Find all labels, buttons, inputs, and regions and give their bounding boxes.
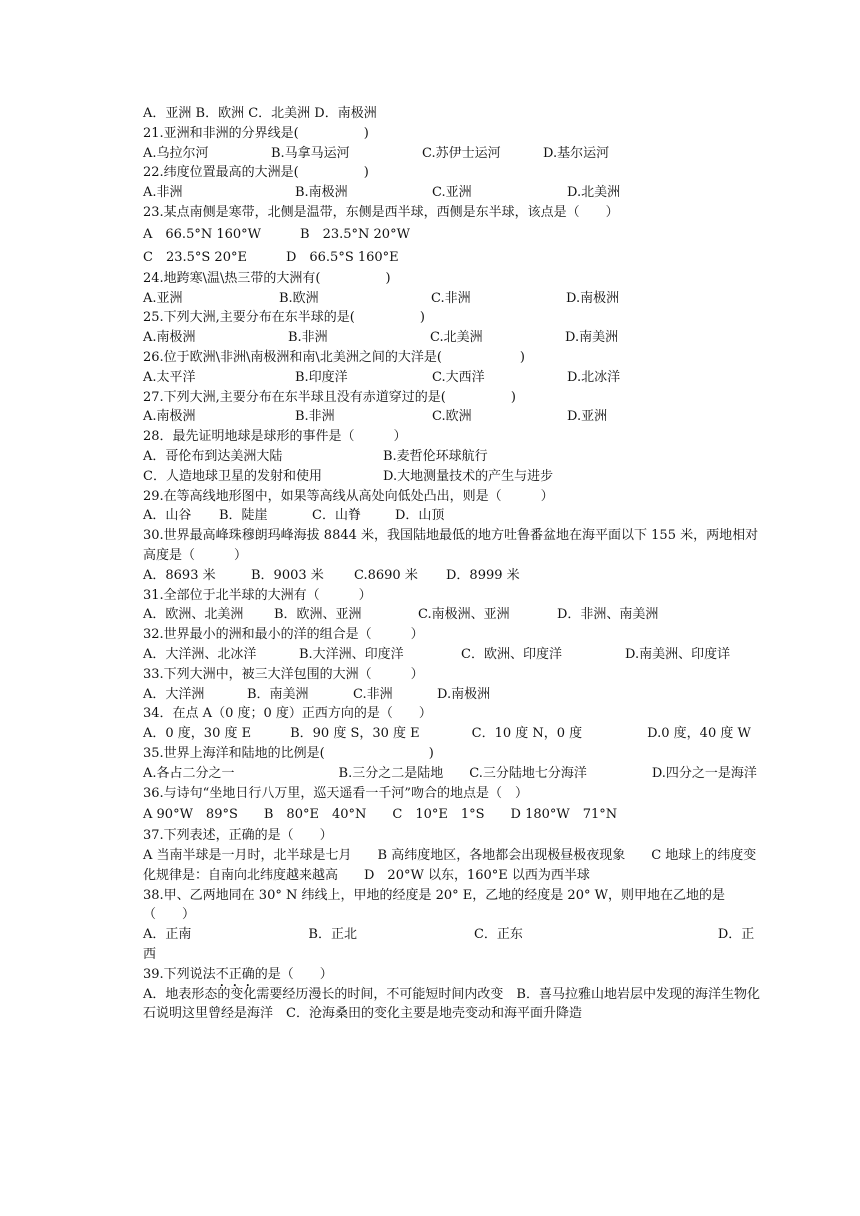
q38-options: A．正南 B．正北 C．正东 D．正西 — [143, 927, 755, 963]
exam-page — [143, 104, 765, 1024]
option-b: B．陡崖 — [219, 508, 268, 524]
option-a: A．大洋洲、北冰洋 — [143, 646, 257, 662]
option-a: A.太平洋 — [143, 369, 196, 385]
q28-options-ab — [143, 447, 765, 467]
question-23: 23.某点南侧是寒带，北侧是温带，东侧是西半球，西侧是东半球，该点是（ ） — [143, 204, 619, 220]
q36-options: A 90°W 89°S B 80°E 40°N C 10°E 1°S D 180°W 71°N — [143, 807, 618, 823]
option-b: B.麦哲伦环球航行 — [383, 448, 488, 464]
q37-options: A 当南半球是一月时，北半球是七月 B 高纬度地区，各地都会出现极昼极夜现象 C 地球上的纬度变化规律是：自南向北纬度越来越高 D 20°W 以东，160°E 以西为西半球 — [143, 848, 757, 883]
option-d: D．非洲、南美洲 — [557, 607, 659, 623]
option-d: D.大地测量技术的产生与进步 — [383, 468, 554, 484]
option-c: C.大西洋 — [432, 369, 485, 385]
q34-options: A．0 度，30 度 E B．90 度 S，30 度 E C．10 度 N，0 度 D.0 度，40 度 W — [143, 726, 751, 742]
question-25: 25.下列大洲,主要分布在东半球的是( ) — [143, 310, 425, 326]
option-c: C.北美洲 — [430, 330, 483, 346]
option-a: A.非洲 — [143, 185, 183, 201]
question-29: 29.在等高线地形图中，如果等高线从高处向低处凸出，则是（ ） — [143, 488, 554, 504]
q20-options: A．亚洲 B．欧洲 C．北美洲 D．南极洲 — [143, 106, 377, 121]
option-b: B．南美洲 — [247, 686, 309, 702]
option-b: B．9003 米 — [251, 567, 324, 583]
option-a: A.亚洲 — [143, 290, 183, 306]
option-c: C．山脊 — [312, 508, 361, 524]
option-c: C.苏伊士运河 — [422, 145, 501, 161]
option-c: C.非洲 — [353, 686, 393, 702]
option-a: A.南极洲 — [143, 330, 196, 346]
question-31: 31.全部位于北半球的大洲有（ ） — [143, 587, 372, 603]
option-c: C.亚洲 — [432, 185, 472, 201]
option-c: C.欧洲 — [432, 409, 472, 425]
question-36: 36.与诗句“坐地日行八万里，巡天遥看一千河”吻合的地点是（ ） — [143, 785, 528, 801]
q32-options — [143, 645, 765, 665]
q28-options-cd — [143, 467, 765, 487]
q26-options — [143, 368, 765, 388]
q24-options — [143, 289, 765, 309]
option-d: D．8999 米 — [446, 567, 520, 583]
option-b: B.欧洲 — [279, 290, 319, 306]
q31-options — [143, 605, 765, 625]
option-a: A．大洋洲 — [143, 686, 205, 702]
question-35: 35.世界上海洋和陆地的比例是( ) — [143, 745, 434, 761]
option-c: C.8690 米 — [354, 567, 418, 583]
option-d: D.南美洲 — [565, 330, 619, 346]
question-21: 21.亚洲和非洲的分界线是( ) — [143, 125, 369, 141]
option-c: C.非洲 — [431, 290, 471, 306]
option-a: A．哥伦布到达美洲大陆 — [143, 448, 283, 464]
option-b: B.大洋洲、印度洋 — [299, 646, 404, 662]
question-26: 26.位于欧洲\非洲\南极洲和南\北美洲之间的大洋是( ) — [143, 349, 525, 365]
option-a: A．山谷 — [143, 508, 192, 524]
option-b: B.马拿马运河 — [271, 145, 350, 161]
option-d: D.基尔运河 — [543, 145, 610, 161]
question-37: 37.下列表述，正确的是（ ） — [143, 828, 333, 844]
option-d: D．山顶 — [395, 508, 445, 524]
q25-options — [143, 328, 765, 348]
option-d: D.北冰洋 — [567, 369, 621, 385]
q39-prefix: 39.下列说法 — [143, 966, 216, 982]
q39-emphasis: 不正确 — [215, 966, 255, 982]
q39-options: A．地表形态的变化需要经历漫长的时间，不可能短时间内改变 B．喜马拉雅山地岩层中发现的海洋生物化石说明这里曾经是海洋 C．沧海桑田的变化主要是地壳变动和海平面升降造 — [143, 986, 760, 1022]
option-a: A.南极洲 — [143, 409, 196, 425]
question-32: 32.世界最小的洲和最小的洋的组合是（ ） — [143, 627, 424, 643]
option-b: B.非洲 — [288, 330, 328, 346]
question-27: 27.下列大洲,主要分布在东半球且没有赤道穿过的是( ) — [143, 389, 516, 405]
option-c: C．人造地球卫星的发射和使用 — [143, 468, 322, 484]
q29-options — [143, 506, 765, 526]
q33-options — [143, 685, 765, 705]
option-b: B．欧洲、亚洲 — [274, 607, 362, 623]
option-b: B.南极洲 — [295, 185, 348, 201]
q27-options — [143, 407, 765, 427]
q22-options — [143, 183, 765, 203]
option-a: A.乌拉尔河 — [143, 145, 209, 161]
question-24: 24.地跨寒\温\热三带的大洲有( ) — [143, 270, 391, 286]
option-d: D.亚洲 — [567, 409, 608, 425]
question-38: 38.甲、乙两地同在 30° N 纬线上，甲地的经度是 20° E，乙地的经度是 20° W，则甲地在乙地的是（ ） — [143, 887, 725, 923]
question-33: 33.下列大洲中，被三大洋包围的大洲（ ） — [143, 666, 424, 682]
q35-options: A.各占二分之一 B.三分之二是陆地 C.三分陆地七分海洋 D.四分之一是海洋 — [143, 765, 757, 781]
question-34: 34．在点 A（0 度；0 度）正西方向的是（ ） — [143, 706, 432, 722]
question-22: 22.纬度位置最高的大洲是( ) — [143, 165, 369, 181]
option-b: B.非洲 — [295, 409, 335, 425]
option-a: A．8693 米 — [143, 567, 216, 583]
question-39 — [143, 965, 765, 985]
option-d: D.北美洲 — [567, 185, 621, 201]
q23-options-ab: A 66.5°N 160°W B 23.5°N 20°W — [143, 226, 410, 242]
option-c: C.南极洲、亚洲 — [418, 607, 510, 623]
question-30: 30.世界最高峰珠穆朗玛峰海拔 8844 米，我国陆地最低的地方吐鲁番盆地在海平面以下 155 米，两地相对高度是（ ） — [143, 528, 759, 563]
q39-suffix: 的是（ ） — [254, 966, 333, 982]
option-a: A．欧洲、北美洲 — [143, 607, 244, 623]
option-d: D.南极洲 — [566, 290, 620, 306]
option-b: B.印度洋 — [295, 369, 348, 385]
option-d: D.南极洲 — [437, 686, 491, 702]
q30-options — [143, 566, 765, 586]
question-28: 28．最先证明地球是球形的事件是（ ） — [143, 429, 407, 445]
option-c: C．欧洲、印度洋 — [461, 646, 562, 662]
q21-options — [143, 144, 765, 164]
option-d: D.南美洲、印度详 — [625, 646, 731, 662]
q23-options-cd: C 23.5°S 20°E D 66.5°S 160°E — [143, 249, 399, 265]
